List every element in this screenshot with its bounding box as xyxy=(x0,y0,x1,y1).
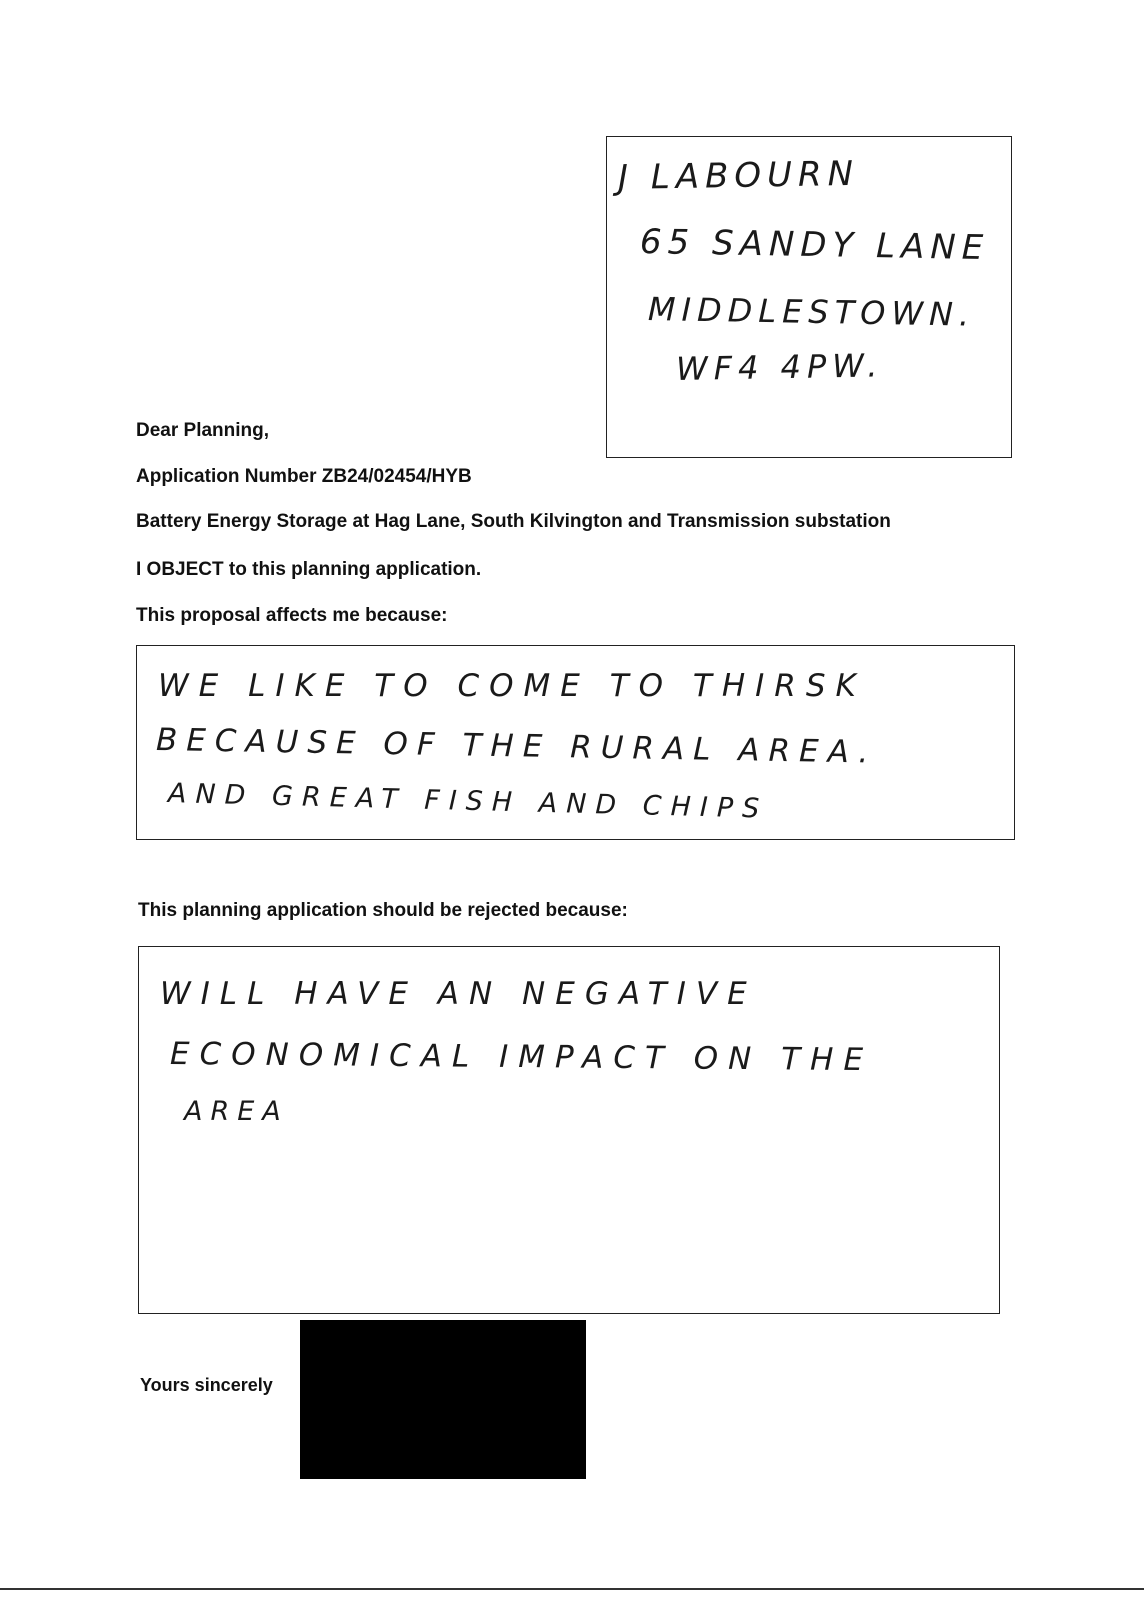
address-line-street: 65 SANDY LANE xyxy=(639,222,990,269)
address-line-postcode: WF4 4PW. xyxy=(675,346,884,388)
address-line-town: MIDDLESTOWN. xyxy=(647,290,976,334)
salutation: Dear Planning, xyxy=(136,420,270,441)
objection-statement: I OBJECT to this planning application. xyxy=(136,559,482,580)
application-subject: Battery Energy Storage at Hag Lane, South Kilvington and Transmission substation xyxy=(136,511,891,532)
rejected-heading: This planning application should be rejected because: xyxy=(138,900,628,921)
rejected-line-1: WILL HAVE AN NEGATIVE xyxy=(160,976,757,1012)
affects-line-2: BECAUSE OF THE RURAL AREA. xyxy=(155,722,878,771)
address-line-name: J LABOURN xyxy=(617,153,860,198)
bottom-scan-line xyxy=(0,1588,1144,1590)
affects-heading: This proposal affects me because: xyxy=(136,605,448,626)
signature-redaction xyxy=(300,1320,586,1479)
closing: Yours sincerely xyxy=(140,1375,273,1395)
affects-line-3: AND GREAT FISH AND CHIPS xyxy=(167,778,769,825)
affects-line-1: WE LIKE TO COME TO THIRSK xyxy=(158,668,866,704)
application-number: Application Number ZB24/02454/HYB xyxy=(136,466,472,487)
rejected-line-3: AREA xyxy=(184,1096,289,1127)
rejected-line-2: ECONOMICAL IMPACT ON THE xyxy=(169,1036,874,1079)
